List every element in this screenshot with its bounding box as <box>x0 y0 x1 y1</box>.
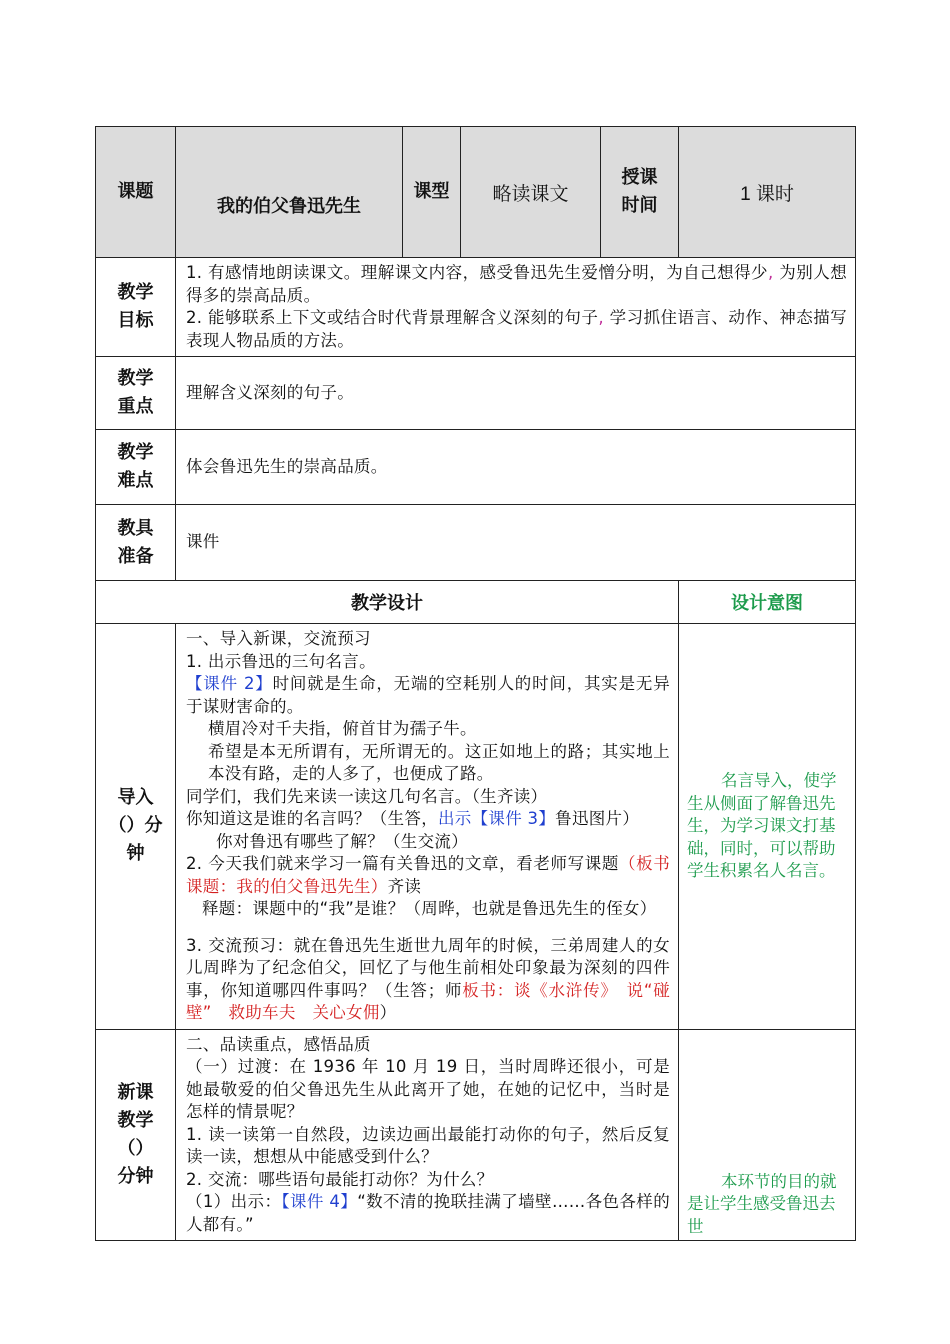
design-header-row <box>96 581 856 624</box>
newlesson-heading: 二、品读重点，感悟品质 <box>186 1034 371 1054</box>
newlesson-label-line4: 分钟 <box>117 1165 154 1187</box>
goal-2-comma: , <box>598 308 604 327</box>
goal-1-end: 为别人想得多的崇高品质。 <box>186 263 847 305</box>
intro-p6-a: 你知道这是谁的名言吗？（生答， <box>186 809 438 828</box>
intro-label-line2: （）分 <box>108 815 163 837</box>
focus-label <box>96 357 176 430</box>
difficulty-label-line2: 难点 <box>117 470 154 491</box>
newlesson-p3: 2. 交流：哪些语句最能打动你？为什么？ <box>186 1169 494 1189</box>
type-label: 课型 <box>403 127 461 258</box>
intro-p10-end: ） <box>379 1003 397 1022</box>
intro-label-line3: 钟 <box>126 843 145 865</box>
intro-p5: 同学们，我们先来读一读这几句名言。（生齐读） <box>186 786 548 806</box>
intro-p8 <box>186 853 670 898</box>
newlesson-label <box>96 1029 176 1241</box>
goals-label <box>96 258 176 357</box>
goal-2 <box>186 307 847 352</box>
intro-intent <box>679 624 856 1030</box>
time-label <box>601 127 679 258</box>
focus-label-line1: 教学 <box>117 368 154 389</box>
intro-p8-a: 2. 今天我们就来学习一篇有关鲁迅的文章，看老师写课题 <box>186 854 619 873</box>
newlesson-row <box>96 1029 856 1241</box>
newlesson-label-line3: （） <box>117 1137 154 1159</box>
intro-heading: 一、导入新课，交流预习 <box>186 629 371 648</box>
intro-label <box>96 624 176 1030</box>
tools-content: 课件 <box>176 505 856 581</box>
intro-content <box>176 624 679 1030</box>
goal-1 <box>186 262 847 307</box>
tools-label <box>96 505 176 581</box>
design-header: 教学设计 <box>96 581 679 624</box>
newlesson-p4 <box>186 1191 670 1236</box>
intro-p2-text: 时间就是生命，无端的空耗别人的时间，其实是无异于谋财害命的。 <box>186 674 670 716</box>
tools-label-line1: 教具 <box>117 517 154 539</box>
newlesson-p4-b: “数不清的挽联挂满了墙壁……各色各样的人都有。” <box>186 1192 670 1234</box>
goal-1-text: 1. 有感情地朗读课文。理解课文内容，感受鲁迅先生爱憎分明，为自己想得少 <box>186 263 769 282</box>
header-row <box>96 127 856 258</box>
blackboard-title: （板书课题：我的伯父鲁迅先生） <box>186 854 670 896</box>
intro-p2 <box>186 673 670 718</box>
focus-row <box>96 357 856 430</box>
intro-p6 <box>186 808 670 831</box>
difficulty-label-line1: 教学 <box>117 442 154 463</box>
goal-2-text: 2. 能够联系上下文或结合时代背景理解含义深刻的句子 <box>186 308 599 327</box>
intro-row <box>96 624 856 1030</box>
newlesson-p2: 1. 读一读第一自然段，边读边画出最能打动你的句子，然后反复读一读，想想从中能感受到什么？ <box>186 1124 670 1166</box>
courseware-3-tag: 【课件 3】 <box>471 809 556 828</box>
intro-p9: 释题：课题中的“我”是谁？（周晔，也就是鲁迅先生的侄女） <box>202 899 657 918</box>
lesson-plan-table <box>95 126 856 1241</box>
courseware-4-tag: 【课件 4】 <box>281 1192 358 1211</box>
goal-1-comma: , <box>768 263 774 282</box>
intro-p10-text: 3. 交流预习：就在鲁迅先生逝世九周年的时候，三弟周建人的女儿周晔为了纪念伯父，回忆了与他生前相处印象最为深刻的四件事，你知道哪四件事吗？（生答；师 <box>186 935 670 1000</box>
blackboard-four-events: 板书：谈《水浒传》 说“碰壁” 救助车夫 关心女佣 <box>186 980 670 1022</box>
goal-2-end: 学习抓住语言、动作、神态描写表现人物品质的方法。 <box>186 308 847 350</box>
goals-label-line2: 目标 <box>117 310 154 331</box>
newlesson-content <box>176 1029 679 1241</box>
focus-content: 理解含义深刻的句子。 <box>176 357 856 430</box>
intro-p8-b: 齐读 <box>387 876 422 896</box>
intent-header: 设计意图 <box>679 581 856 624</box>
difficulty-label <box>96 430 176 505</box>
intro-p4: 希望是本无所谓有，无所谓无的。这正如地上的路；其实地上本没有路，走的人多了，也便成了路。 <box>208 741 670 783</box>
intro-p6-b: 出示 <box>438 809 472 828</box>
intro-p10 <box>186 935 670 1025</box>
intro-label-line1: 导入 <box>117 787 154 809</box>
goals-content <box>176 258 856 357</box>
type-value: 略读课文 <box>461 127 601 258</box>
time-value: 1 课时 <box>679 127 856 258</box>
intro-p3: 横眉冷对千夫指，俯首甘为孺子牛。 <box>208 719 477 738</box>
tools-row <box>96 505 856 581</box>
newlesson-intent <box>679 1029 856 1241</box>
newlesson-label-line1: 新课 <box>117 1081 154 1103</box>
goals-row <box>96 258 856 357</box>
intro-p6-c: 鲁迅图片） <box>555 809 640 828</box>
tools-label-line2: 准备 <box>117 545 154 567</box>
topic-label: 课题 <box>96 127 176 258</box>
difficulty-content: 体会鲁迅先生的崇高品质。 <box>176 430 856 505</box>
newlesson-p4-a: （1）出示： <box>186 1192 282 1211</box>
time-label-line1: 授课 <box>621 167 658 188</box>
difficulty-row <box>96 430 856 505</box>
intro-p1: 1. 出示鲁迅的三句名言。 <box>186 651 376 671</box>
focus-label-line2: 重点 <box>117 396 154 417</box>
topic-value: 我的伯父鲁迅先生 <box>176 127 403 258</box>
newlesson-p1: （一）过渡：在 1936 年 10 月 19 日，当时周晔还很小，可是她最敬爱的伯父鲁迅先生从此离开了她，在她的记忆中，当时是怎样的情景呢？ <box>186 1057 670 1121</box>
intro-intent-text: 名言导入，使学生从侧面了解鲁迅先生，为学习课文打基础，同时，可以帮助学生积累名人名言。 <box>687 771 837 880</box>
goals-label-line1: 教学 <box>117 282 154 303</box>
newlesson-intent-text: 本环节的目的就是让学生感受鲁迅去世 <box>687 1171 837 1236</box>
intro-p7: 你对鲁迅有哪些了解？（生交流） <box>216 831 468 851</box>
newlesson-label-line2: 教学 <box>117 1109 154 1131</box>
courseware-2-tag: 【课件 2】 <box>186 674 273 693</box>
time-label-line2: 时间 <box>621 195 658 216</box>
